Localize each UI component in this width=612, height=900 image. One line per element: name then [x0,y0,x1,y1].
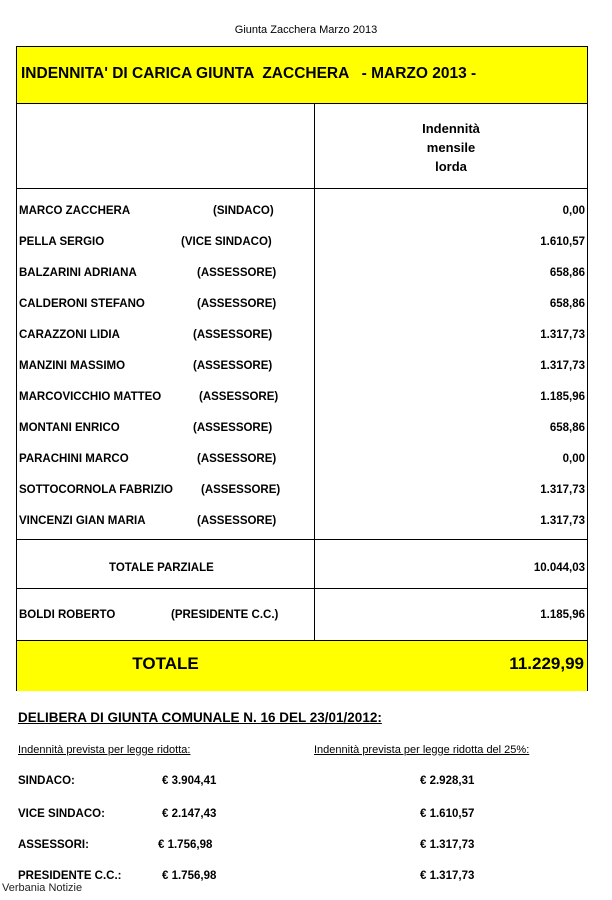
member-role: (ASSESSORE) [193,360,273,372]
member-name: PARACHINI MARCO [19,453,129,465]
table-row [17,236,587,256]
member-role: (SINDACO) [213,205,274,217]
table-row [17,609,587,629]
total-value: 11.229,99 [509,654,584,673]
member-name: MONTANI ENRICO [19,422,120,434]
delibera-col1-header: Indennità prevista per legge ridotta: [18,744,191,756]
row-divider [17,539,587,540]
member-role: (ASSESSORE) [197,515,277,527]
member-name: MANZINI MASSIMO [19,360,126,372]
table-row [17,422,587,442]
member-name: CALDERONI STEFANO [19,298,145,310]
member-value: 1.185,96 [540,391,585,403]
member-role: (ASSESSORE) [193,422,273,434]
member-value: 0,00 [562,453,585,465]
member-value: 1.185,96 [540,609,585,621]
delibera-col2-header: Indennità prevista per legge ridotta del 25%: [314,744,530,756]
member-value: 1.317,73 [540,484,585,496]
member-value: 1.317,73 [540,360,585,372]
table-row [17,453,587,473]
member-name: MARCO ZACCHERA [19,205,131,217]
member-role: (ASSESSORE) [197,267,277,279]
table-row [17,391,587,411]
member-role: (ASSESSORE) [199,391,279,403]
member-name: SOTTOCORNOLA FABRIZIO [19,484,173,496]
table-row [17,360,587,380]
member-name: VINCENZI GIAN MARIA [19,515,146,527]
column-header [315,119,587,176]
row-divider [17,588,587,589]
member-role: (PRESIDENTE C.C.) [171,609,279,621]
subtotal-label: TOTALE PARZIALE [109,562,214,574]
member-name: CARAZZONI LIDIA [19,329,120,341]
delibera-row-value-2: € 1.610,57 [420,808,475,820]
delibera-row-value-1: € 3.904,41 [162,775,217,787]
subtotal-value: 10.044,03 [533,562,585,574]
member-role: (ASSESSORE) [201,484,281,496]
table-row [17,484,587,504]
delibera-row-value-2: € 1.317,73 [420,870,475,882]
delibera-row-value-2: € 1.317,73 [420,839,475,851]
header-divider [17,188,587,189]
table-row [17,329,587,349]
table-row [17,267,587,287]
table-title-banner [17,47,587,104]
column-header-line-1: Indennità [422,121,480,136]
table-row [17,205,587,225]
member-value: 0,00 [562,205,585,217]
member-role: (ASSESSORE) [197,298,277,310]
delibera-row-label: PRESIDENTE C.C.: [18,870,122,882]
member-role: (ASSESSORE) [197,453,277,465]
member-value: 1.317,73 [540,329,585,341]
source-watermark: Verbania Notizie [2,882,83,894]
member-name: PELLA SERGIO [19,236,105,248]
table-title: INDENNITA' DI CARICA GIUNTA ZACCHERA - MARZO 2013 - [21,65,477,82]
column-header-line-2: mensile [426,140,476,155]
member-role: (ASSESSORE) [193,329,273,341]
member-name: BALZARINI ADRIANA [19,267,137,279]
table-row [17,515,587,535]
member-name: BOLDI ROBERTO [19,609,116,621]
delibera-row-label: SINDACO: [18,775,75,787]
delibera-row-value-1: € 2.147,43 [162,808,217,820]
page-header: Giunta Zacchera Marzo 2013 [234,24,378,36]
delibera-row-label: VICE SINDACO: [18,808,105,820]
table-row [17,298,587,318]
member-name: MARCOVICCHIO MATTEO [19,391,162,403]
delibera-row-label: ASSESSORI: [18,839,89,851]
member-value: 658,86 [549,422,585,434]
delibera-title: DELIBERA DI GIUNTA COMUNALE N. 16 DEL 23/01/2012: [18,710,382,725]
member-role: (VICE SINDACO) [181,236,272,248]
member-value: 1.610,57 [540,236,585,248]
total-banner [17,640,587,691]
member-value: 658,86 [549,298,585,310]
delibera-row-value-1: € 1.756,98 [158,839,213,851]
delibera-row-value-2: € 2.928,31 [420,775,475,787]
column-header-line-3: lorda [435,159,467,174]
member-value: 658,86 [549,267,585,279]
subtotal-row [17,562,587,582]
total-label: TOTALE [132,654,199,673]
member-value: 1.317,73 [540,515,585,527]
indemnity-table [16,46,588,691]
delibera-row-value-1: € 1.756,98 [162,870,217,882]
